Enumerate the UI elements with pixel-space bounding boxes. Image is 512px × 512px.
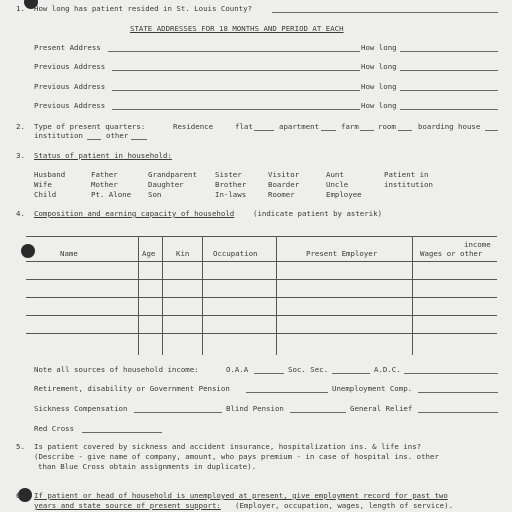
table-row-line[interactable]	[26, 279, 497, 280]
table-row-line	[26, 261, 497, 262]
q2-option-institution: institution	[34, 131, 83, 140]
status-brother: Brother	[215, 180, 247, 189]
status-father: Father	[91, 170, 118, 179]
income-oaa-line[interactable]	[254, 373, 284, 374]
status-child: Child	[34, 190, 57, 199]
q1-text: How long has patient resided in St. Louis County?	[34, 4, 253, 13]
q2-apartment-blank[interactable]	[321, 130, 336, 131]
table-divider	[138, 237, 139, 355]
q4-note: (indicate patient by asterik)	[253, 209, 383, 218]
table-divider	[162, 237, 163, 355]
income-adc-line[interactable]	[404, 373, 498, 374]
income-blind-pension-line[interactable]	[290, 412, 346, 413]
income-sources-label: Note all sources of household income:	[34, 365, 199, 374]
status-employee: Employee	[326, 190, 362, 199]
q6-line2-underlined: years and state source of present support:	[34, 501, 221, 510]
q2-label: Type of present quarters:	[34, 122, 146, 131]
status-patient-in: Patient in	[384, 170, 429, 179]
income-retirement: Retirement, disability or Government Pension	[34, 384, 230, 393]
header-name: Name	[60, 249, 78, 258]
q4-number: 4.	[16, 209, 25, 218]
q2-number: 2.	[16, 122, 25, 131]
status-grandparent: Grandparent	[148, 170, 197, 179]
state-addresses-heading: STATE ADDRESSES FOR 18 MONTHS AND PERIOD AT EACH	[130, 24, 344, 33]
header-occupation: Occupation	[213, 249, 258, 258]
q1-answer-line[interactable]	[272, 12, 498, 13]
present-address-line[interactable]	[108, 51, 360, 52]
income-red-cross: Red Cross	[34, 424, 75, 433]
status-sister: Sister	[215, 170, 242, 179]
table-row-line[interactable]	[26, 333, 497, 334]
status-uncle: Uncle	[326, 180, 349, 189]
header-age: Age	[142, 249, 156, 258]
table-divider	[202, 237, 203, 355]
q5-line3: than Blue Cross obtain assignments in duplicate).	[38, 462, 257, 471]
q2-other-blank[interactable]	[131, 139, 147, 140]
q4-label: Composition and earning capacity of household	[34, 209, 235, 218]
q2-flat-blank[interactable]	[254, 130, 274, 131]
previous-address-2-how-long: How long	[361, 82, 397, 91]
q5-line1: Is patient covered by sickness and accident insurance, hospitalization ins. & life ins?	[34, 442, 422, 451]
present-address-how-long-line[interactable]	[400, 51, 498, 52]
income-unemployment-line[interactable]	[418, 392, 498, 393]
q2-option-farm: farm	[341, 122, 359, 131]
previous-address-1-line[interactable]	[112, 70, 360, 71]
status-institution: institution	[384, 180, 433, 189]
income-red-cross-line[interactable]	[82, 432, 162, 433]
status-in-laws: In-laws	[215, 190, 247, 199]
previous-address-2-line[interactable]	[112, 90, 360, 91]
status-pt-alone: Pt. Alone	[91, 190, 132, 199]
status-boarder: Boarder	[268, 180, 300, 189]
income-unemployment: Unemployment Comp.	[332, 384, 413, 393]
q5-line2: (Describe - give name of company, amount, who pays premium - in case of hospital ins. other	[34, 452, 439, 461]
header-kin: Kin	[176, 249, 190, 258]
q5-number: 5.	[16, 442, 25, 451]
household-table	[26, 236, 497, 355]
present-address-label: Present Address	[34, 43, 101, 52]
previous-address-2-how-long-line[interactable]	[400, 90, 498, 91]
status-wife: Wife	[34, 180, 52, 189]
q6-line2-rest: (Employer, occupation, wages, length of service).	[235, 501, 454, 510]
header-income: income	[464, 240, 491, 249]
previous-address-3-how-long: How long	[361, 101, 397, 110]
q2-option-room: room	[378, 122, 396, 131]
q3-number: 3.	[16, 151, 25, 160]
income-general-relief: General Relief	[350, 404, 413, 413]
status-daughter: Daughter	[148, 180, 184, 189]
status-roomer: Roomer	[268, 190, 295, 199]
table-divider	[412, 237, 413, 355]
table-row-line[interactable]	[26, 297, 497, 298]
income-blind-pension: Blind Pension	[226, 404, 284, 413]
status-aunt: Aunt	[326, 170, 344, 179]
q2-boarding-house-blank[interactable]	[485, 130, 498, 131]
status-visitor: Visitor	[268, 170, 300, 179]
status-husband: Husband	[34, 170, 66, 179]
q1-number: 1.	[16, 4, 25, 13]
q2-option-boarding-house: boarding house	[418, 122, 481, 131]
income-sickness: Sickness Compensation	[34, 404, 128, 413]
header-wages: Wages or other	[420, 249, 483, 258]
income-general-relief-line[interactable]	[418, 412, 498, 413]
header-present-employer: Present Employer	[306, 249, 378, 258]
income-soc-sec: Soc. Sec.	[288, 365, 329, 374]
q2-farm-blank[interactable]	[360, 130, 374, 131]
status-son: Son	[148, 190, 162, 199]
previous-address-1-how-long: How long	[361, 62, 397, 71]
q6-number: 6.	[16, 491, 25, 500]
q2-option-flat: flat	[235, 122, 253, 131]
previous-address-2-label: Previous Address	[34, 82, 106, 91]
income-retirement-line[interactable]	[246, 392, 328, 393]
table-divider	[276, 237, 277, 355]
q2-institution-blank[interactable]	[87, 139, 101, 140]
previous-address-1-how-long-line[interactable]	[400, 70, 498, 71]
table-row-line[interactable]	[26, 315, 497, 316]
q6-line1: If patient or head of household is unemployed at present, give employment record for past two	[34, 491, 448, 500]
income-adc: A.D.C.	[374, 365, 401, 374]
previous-address-3-how-long-line[interactable]	[400, 109, 498, 110]
q2-room-blank[interactable]	[398, 130, 412, 131]
q2-option-residence: Residence	[173, 122, 214, 131]
previous-address-3-line[interactable]	[112, 109, 360, 110]
present-address-how-long: How long	[361, 43, 397, 52]
q2-option-other: other	[106, 131, 129, 140]
previous-address-1-label: Previous Address	[34, 62, 106, 71]
income-soc-sec-line[interactable]	[332, 373, 370, 374]
status-mother: Mother	[91, 180, 118, 189]
income-sickness-line[interactable]	[134, 412, 222, 413]
previous-address-3-label: Previous Address	[34, 101, 106, 110]
q3-label: Status of patient in household:	[34, 151, 172, 160]
q2-option-apartment: apartment	[279, 122, 320, 131]
income-oaa: O.A.A	[226, 365, 249, 374]
